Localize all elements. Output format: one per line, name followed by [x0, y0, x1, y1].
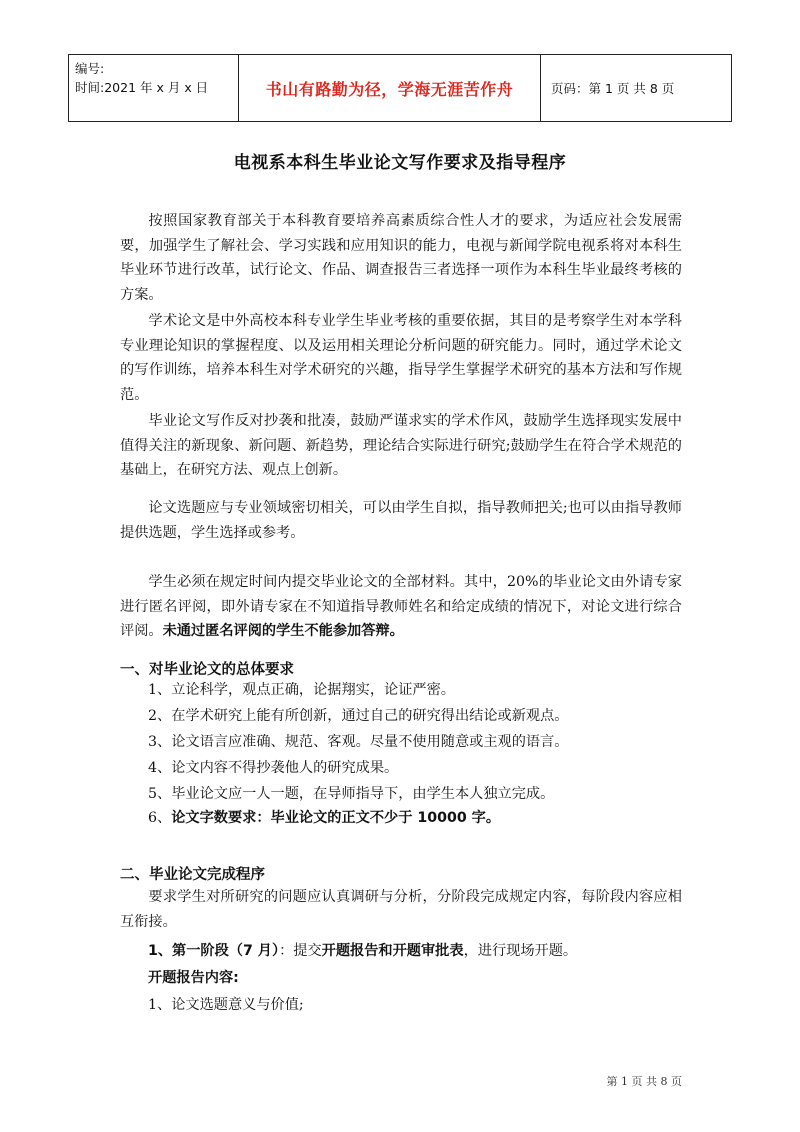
document-title: 电视系本科生毕业论文写作要求及指导程序: [233, 153, 567, 173]
motto-cell: [239, 55, 541, 121]
header-meta-cell: [69, 55, 239, 121]
stage-1: [148, 940, 577, 960]
page-info-cell: [541, 55, 731, 121]
requirement-item-3: 3、论文语言应准确、规范、客观。尽量不使用随意或主观的语言。: [148, 734, 569, 750]
report-label: 开题报告内容:: [148, 970, 239, 986]
stage-1-tail: ，进行现场开题。: [463, 943, 578, 959]
requirement-item-5: 5、毕业论文应一人一题，在导师指导下，由学生本人独立完成。: [148, 786, 555, 802]
motto-text: 书山有路勤为径，学海无涯苦作舟: [265, 79, 514, 99]
time-label: 时间:2021 年 x 月 x 日: [75, 80, 209, 95]
paragraph-4: 论文选题应与专业领域密切相关，可以由学生自拟，指导教师把关;也可以由指导教师提供选题，学生选择或参考。: [120, 500, 682, 541]
paragraph-5: [120, 570, 682, 644]
paragraph-3: 毕业论文写作反对抄袭和批凑，鼓励严谨求实的学术作风，鼓励学生选择现实发展中值得关注的新现象、新问题、新趋势，理论结合实际进行研究;鼓励学生在符合学术规范的基础上，在研究方法、观点上创新。: [120, 413, 682, 478]
stage-1-mid: ：提交: [279, 943, 322, 959]
header-table: [68, 54, 732, 122]
stage-1-bold: 开题报告和开题审批表: [321, 943, 464, 959]
page-footer: 第 1 页 共 8 页: [606, 1075, 682, 1088]
requirement-item-6-prefix: 6、: [148, 810, 172, 826]
page-label: 页码：第 1 页 共 8 页: [551, 81, 675, 96]
stage-1-label: 1、第一阶段（7 月）: [148, 943, 280, 959]
report-item-1: 1、论文选题意义与价值;: [148, 997, 304, 1013]
requirement-item-2: 2、在学术研究上能有所创新，通过自己的研究得出结论或新观点。: [148, 708, 569, 724]
paragraph-5-bold: 未通过匿名评阅的学生不能参加答辩。: [162, 623, 404, 639]
serial-label: 编号:: [75, 61, 105, 76]
paragraph-5-text: 学生必须在规定时间内提交毕业论文的全部材料。其中，20%的毕业论文由外请专家进行匿名评阅，即外请专家在不知道指导教师姓名和给定成绩的情况下，对论文进行综合评阅。: [120, 574, 682, 639]
requirement-item-1: 1、立论科学，观点正确，论据翔实，论证严密。: [148, 682, 455, 698]
requirement-item-6-text: 论文字数要求：毕业论文的正文不少于 10000 字。: [171, 810, 501, 826]
requirement-item-6: [148, 808, 500, 828]
requirement-item-4: 4、论文内容不得抄袭他人的研究成果。: [148, 760, 399, 776]
paragraph-1: 按照国家教育部关于本科教育要培养高素质综合性人才的要求，为适应社会发展需要，加强学生了解社会、学习实践和应用知识的能力，电视与新闻学院电视系将对本科生毕业环节进行改革，试行论文、作品、调查报告三者选择一项作为本科生毕业最终考核的方案。: [120, 213, 682, 303]
section-1-title: 一、对毕业论文的总体要求: [120, 662, 294, 678]
paragraph-2: 学术论文是中外高校本科专业学生毕业考核的重要依据，其目的是考察学生对本学科专业理论知识的掌握程度、以及运用相关理论分析问题的研究能力。同时，通过学术论文的写作训练，培养本科生对学术研究的兴趣，指导学生掌握学术研究的基本方法和写作规范。: [120, 313, 682, 403]
section-2-intro: 要求学生对所研究的问题应认真调研与分析，分阶段完成规定内容，每阶段内容应相互衔接。: [120, 889, 682, 930]
section-2-title: 二、毕业论文完成程序: [120, 867, 265, 883]
